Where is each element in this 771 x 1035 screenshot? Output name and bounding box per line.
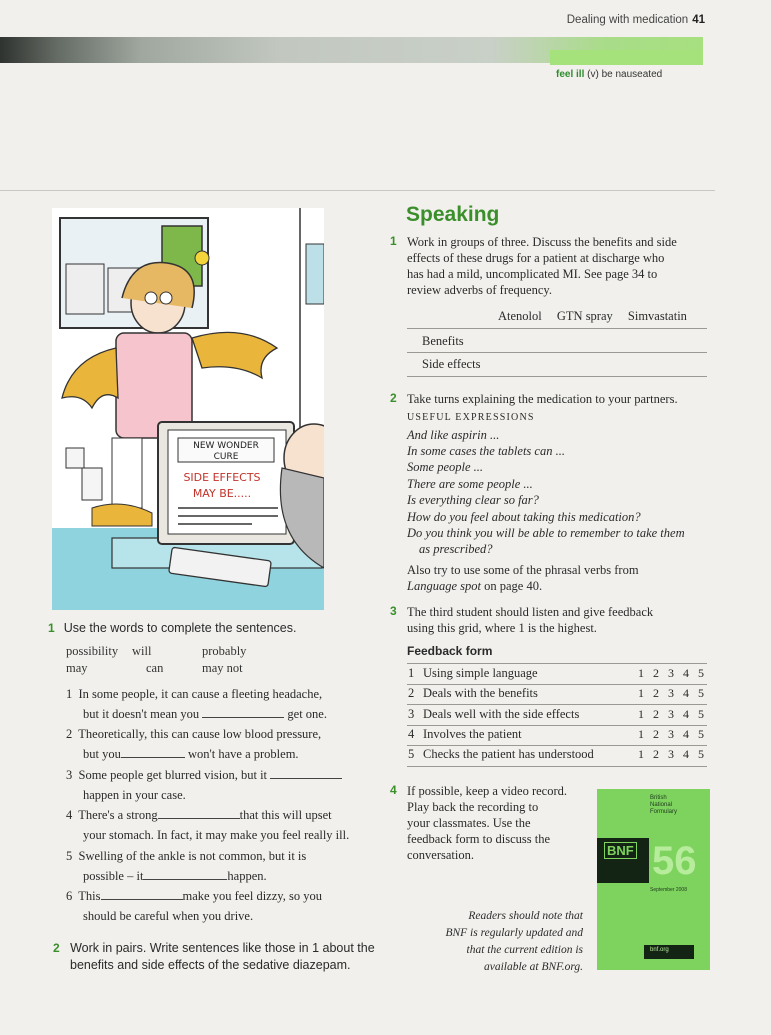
text-line: has had a mild, uncomplicated MI. See page 34 to: [407, 267, 658, 281]
bnf-date: September 2008: [650, 887, 687, 893]
sentence-text: possible – it: [83, 869, 144, 883]
running-head: [567, 14, 705, 26]
caption-line: Readers should note that: [468, 910, 583, 922]
word-box-item: may: [66, 661, 88, 675]
sentence-text: should be careful when you drive.: [83, 909, 254, 923]
publisher-line: British: [650, 795, 667, 801]
text-line: If possible, keep a video record.: [407, 784, 568, 798]
bnf-publisher: [650, 795, 690, 816]
sentence-text: There's a strong: [78, 808, 158, 822]
text-line: review adverbs of frequency.: [407, 283, 552, 297]
sentence-number: 2: [66, 727, 73, 741]
text-line: using this grid, where 1 is the highest.: [407, 621, 597, 635]
exercise-number: 2: [53, 941, 60, 955]
sentence-text: that this will upset: [239, 808, 332, 822]
task-4-text: [407, 783, 567, 863]
task-number: 2: [390, 391, 397, 405]
word-box-item: possibility: [66, 644, 119, 658]
screen-line-3: SIDE EFFECTS: [183, 471, 261, 484]
row-label: Deals with the benefits: [423, 686, 538, 700]
text-line: effects of these drugs for a patient at discharge who: [407, 251, 665, 265]
word-box-item: can: [146, 661, 164, 675]
feedback-row: [407, 684, 707, 704]
page-number: 41: [692, 14, 705, 26]
answer-blank[interactable]: [143, 867, 227, 880]
feedback-row: [407, 745, 707, 765]
row-label: Involves the patient: [423, 727, 522, 741]
exercise-1-instruction: [48, 621, 296, 635]
feedback-row: [407, 725, 707, 745]
expression: How do you feel about taking this medication?: [407, 510, 641, 524]
sentence-text: happen in your case.: [83, 788, 186, 802]
caption-line: BNF is regularly updated and: [445, 927, 583, 939]
sentence-text: This: [78, 889, 101, 903]
sentence-text: make you feel dizzy, so you: [182, 889, 322, 903]
sentence-text: Theoretically, this can cause low blood pressure,: [78, 727, 322, 741]
drug-column-headers: [498, 309, 687, 324]
sentence-1: [66, 684, 376, 724]
table-rule: [407, 328, 707, 329]
sentence-number: 6: [66, 889, 73, 903]
sentence-3: [66, 765, 376, 805]
rating-scale[interactable]: 1 2 3 4 5: [638, 747, 707, 761]
sentence-4: [66, 805, 376, 845]
word-box-item: may not: [202, 661, 243, 675]
sentence-text: In some people, it can cause a fleeting headache,: [78, 687, 323, 701]
sentence-text: Swelling of the ankle is not common, but it is: [78, 849, 307, 863]
bnf-logo: BNF: [604, 842, 637, 859]
expression: And like aspirin ...: [407, 428, 500, 442]
sentence-6: [66, 886, 376, 926]
glossary-pos: (v): [587, 69, 599, 80]
text-line: The third student should listen and give feedback: [407, 605, 654, 619]
glossary-entry: [556, 69, 662, 80]
expression: as prescribed?: [419, 542, 493, 556]
task-number: 4: [390, 783, 397, 797]
word-box-item: probably: [202, 644, 247, 658]
row-label-benefits: Benefits: [422, 334, 464, 348]
section-divider: [0, 190, 715, 191]
sentence-text: but you: [83, 747, 121, 761]
bnf-url: bnf.org: [650, 947, 669, 953]
exercise-2: [53, 940, 383, 974]
sentence-text: won't have a problem.: [187, 747, 299, 761]
answer-blank[interactable]: [101, 887, 183, 900]
expression: There are some people ...: [407, 477, 533, 491]
row-number: 3: [408, 707, 415, 721]
row-label: Checks the patient has understood: [423, 747, 594, 761]
text-line: your classmates. Use the: [407, 816, 531, 830]
language-spot-ref: Language spot: [407, 579, 481, 593]
screen-line-1: NEW WONDER: [193, 441, 259, 451]
drug-name: Simvastatin: [627, 309, 687, 323]
row-label: Deals well with the side effects: [423, 707, 580, 721]
text-line: feedback form to discuss the: [407, 832, 551, 846]
feedback-row: [407, 705, 707, 725]
word-box-item: will: [132, 644, 152, 658]
text-line: on page 40.: [480, 579, 543, 593]
phrasal-verbs-note: [407, 562, 639, 594]
table-rule: [407, 766, 707, 767]
row-number: 5: [408, 747, 415, 761]
drug-name: Atenolol: [498, 309, 542, 323]
publisher-line: Formulary: [650, 809, 678, 815]
expression: Do you think you will be able to remember to take them: [407, 526, 685, 540]
glossary-definition: be nauseated: [601, 69, 663, 80]
rating-scale[interactable]: 1 2 3 4 5: [638, 686, 707, 700]
publisher-line: National: [650, 802, 673, 808]
sentence-text: but it doesn't mean you: [83, 707, 200, 721]
answer-blank[interactable]: [202, 705, 284, 718]
expression: In some cases the tablets can ...: [407, 444, 565, 458]
rating-scale[interactable]: 1 2 3 4 5: [638, 727, 707, 741]
task-3-text: [407, 604, 653, 636]
text-line: Work in groups of three. Discuss the benefits and side: [407, 235, 677, 249]
exercise-text: benefits and side effects of the sedative diazepam.: [70, 958, 351, 972]
instruction-text: Use the words to complete the sentences.: [63, 621, 297, 635]
text-line: Also try to use some of the phrasal verbs from: [407, 563, 639, 577]
task-1-text: [407, 234, 677, 298]
bnf-caption: [423, 908, 583, 976]
rating-scale[interactable]: 1 2 3 4 5: [638, 666, 707, 680]
glossary-term: feel ill: [556, 69, 585, 80]
sentence-number: 3: [66, 768, 73, 782]
row-label: Using simple language: [423, 666, 538, 680]
exercise-text: Work in pairs. Write sentences like those in 1 about the: [70, 941, 375, 955]
bnf-edition-number: 56: [652, 839, 697, 883]
sentence-number: 1: [66, 687, 73, 701]
cartoon-illustration: [52, 208, 324, 610]
glossary-highlight: [550, 50, 703, 65]
table-rule: [407, 376, 707, 377]
sentence-text: happen.: [227, 869, 267, 883]
sentence-text: Some people get blurred vision, but it: [78, 768, 268, 782]
exercise-number: 1: [48, 621, 55, 635]
answer-blank[interactable]: [158, 806, 240, 819]
table-rule: [407, 352, 707, 353]
sentence-text: get one.: [287, 707, 327, 721]
sentence-number: 5: [66, 849, 73, 863]
rating-scale[interactable]: 1 2 3 4 5: [638, 707, 707, 721]
row-label-side-effects: Side effects: [422, 357, 481, 371]
caption-line: available at BNF.org.: [483, 961, 583, 973]
task-number: 3: [390, 604, 397, 618]
drug-name: GTN spray: [556, 309, 613, 323]
answer-blank[interactable]: [270, 766, 342, 779]
text-line: Play back the recording to: [407, 800, 539, 814]
feedback-row: [407, 664, 707, 684]
sentence-2: [66, 724, 376, 764]
task-2-text: Take turns explaining the medication to your partners.: [407, 392, 678, 406]
expression: Some people ...: [407, 460, 484, 474]
sentence-5: [66, 846, 376, 886]
row-number: 4: [408, 727, 415, 741]
row-number: 2: [408, 686, 415, 700]
row-number: 1: [408, 666, 415, 680]
expression: Is everything clear so far?: [407, 493, 539, 507]
feedback-form-title: Feedback form: [407, 644, 493, 658]
section-title: Speaking: [406, 203, 500, 226]
answer-blank[interactable]: [121, 745, 185, 758]
sentence-number: 4: [66, 808, 73, 822]
screen-line-2: CURE: [213, 452, 239, 462]
running-title: Dealing with medication: [566, 14, 689, 26]
sentence-text: your stomach. In fact, it may make you feel really ill.: [83, 828, 350, 842]
text-line: conversation.: [407, 848, 474, 862]
useful-expressions-label: USEFUL EXPRESSIONS: [407, 412, 535, 423]
screen-line-4: MAY BE.....: [192, 487, 252, 500]
task-number: 1: [390, 234, 397, 248]
caption-line: that the current edition is: [466, 944, 583, 956]
